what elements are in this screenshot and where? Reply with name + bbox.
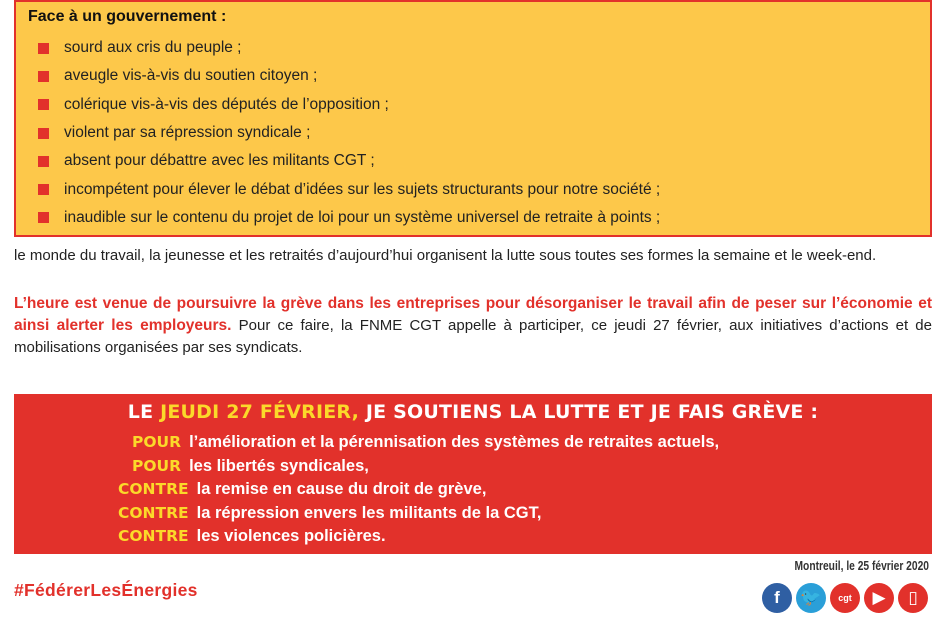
list-item: aveugle vis-à-vis du soutien citoyen ; [38,62,660,90]
place-date: Montreuil, le 25 février 2020 [794,559,929,573]
bullet-square-icon [38,184,49,195]
demand-line: CONTRE les violences policières. [118,527,386,545]
list-item: absent pour débattre avec les militants CGT ; [38,147,660,175]
grievance-title: Face à un gouvernement : [28,8,227,25]
banner-demands [118,431,719,549]
demand-line: CONTRE la répression envers les militants de la CGT, [118,503,542,522]
cgt-logo-icon[interactable]: cgt [830,583,860,613]
bullet-square-icon [38,212,49,223]
social-links [762,583,928,613]
demand-line: POUR l’amélioration et la pérennisation des systèmes de retraites actuels, [132,433,720,451]
grievance-box [14,0,932,237]
list-item: colérique vis-à-vis des députés de l’opposition ; [38,91,660,119]
bullet-square-icon [38,71,49,82]
demand-line: CONTRE la remise en cause du droit de grève, [118,480,487,498]
banner-date: JEUDI 27 FÉVRIER, [160,401,360,423]
facebook-icon[interactable]: f [762,583,792,613]
intro-paragraph: le monde du travail, la jeunesse et les retraités d’aujourd’hui organisent la lutte sous toutes ses formes la semaine et le week-end. [14,247,877,264]
list-item: violent par sa répression syndicale ; [38,119,660,147]
banner-heading: LE JEUDI 27 FÉVRIER, JE SOUTIENS LA LUTTE ET JE FAIS GRÈVE : [127,401,819,423]
mobile-app-icon[interactable]: ▯ [898,583,928,613]
list-item: incompétent pour élever le débat d’idées sur les sujets structurants pour notre société ; [38,175,660,203]
hashtag: #FédérerLesÉnergies [14,580,198,600]
bullet-square-icon [38,43,49,54]
bullet-square-icon [38,156,49,167]
bullet-square-icon [38,99,49,110]
twitter-icon[interactable]: 🐦 [796,583,826,613]
call-highlight: L’heure est venue de poursuivre la grève dans les entreprises pour désorganiser le travail afin de peser sur l’économie et ainsi alerter les employeurs. [14,295,932,334]
youtube-icon[interactable]: ▶ [864,583,894,613]
call-paragraph [14,293,932,359]
demand-line: POUR les libertés syndicales, [132,456,369,475]
list-item: sourd aux cris du peuple ; [38,34,660,62]
bullet-square-icon [38,128,49,139]
call-rest: Pour ce faire, la FNME CGT appelle à participer, ce jeudi 27 février, aux initiatives d’actions et de mobilisations organisées par ses syndicats. [14,317,932,356]
list-item: inaudible sur le contenu du projet de loi pour un système universel de retraite à points ; [38,204,660,232]
grievance-list [38,34,660,232]
strike-banner [14,394,932,554]
